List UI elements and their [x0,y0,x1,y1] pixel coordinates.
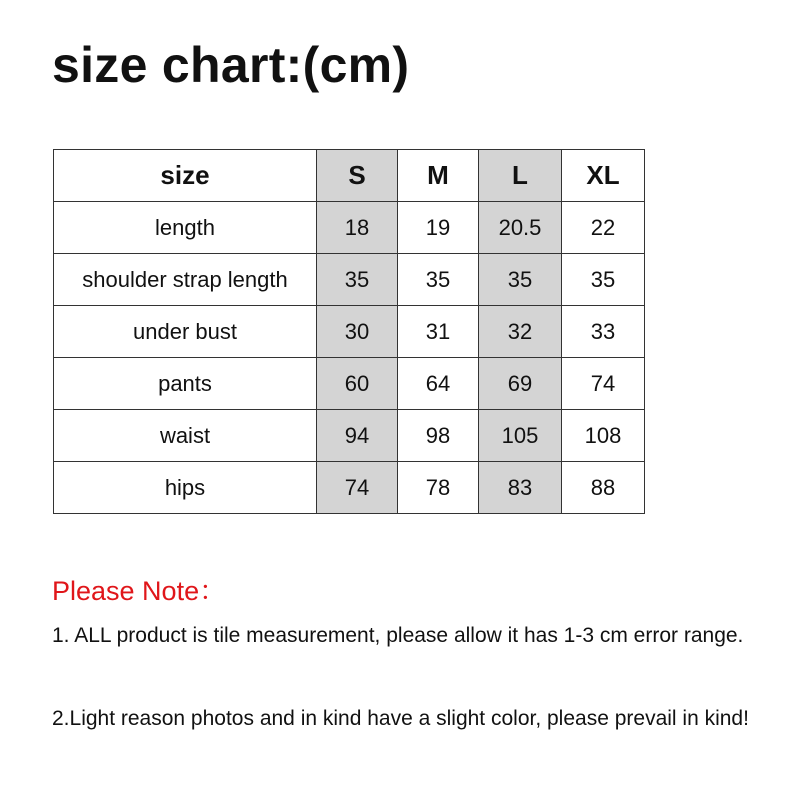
table-row [54,306,645,358]
row-label: shoulder strap length [54,254,317,306]
cell-value: 31 [398,306,479,358]
table-row [54,410,645,462]
cell-value: 19 [398,202,479,254]
cell-value: 98 [398,410,479,462]
cell-value: 105 [479,410,562,462]
cell-value: 35 [562,254,645,306]
cell-value: 20.5 [479,202,562,254]
cell-value: 74 [562,358,645,410]
size-chart-table [53,149,645,514]
cell-value: 35 [317,254,398,306]
cell-value: 60 [317,358,398,410]
size-column-xl: XL [562,150,645,202]
row-label: length [54,202,317,254]
table-row [54,358,645,410]
size-column-s: S [317,150,398,202]
cell-value: 35 [398,254,479,306]
cell-value: 94 [317,410,398,462]
page-title: size chart:(cm) [52,37,410,93]
table-row [54,202,645,254]
row-label: pants [54,358,317,410]
table-header-row [54,150,645,202]
cell-value: 83 [479,462,562,514]
cell-value: 64 [398,358,479,410]
cell-value: 30 [317,306,398,358]
cell-value: 22 [562,202,645,254]
cell-value: 69 [479,358,562,410]
row-label: hips [54,462,317,514]
cell-value: 32 [479,306,562,358]
cell-value: 35 [479,254,562,306]
size-column-l: L [479,150,562,202]
row-label: under bust [54,306,317,358]
table-row [54,254,645,306]
note-title: Please Note： [52,576,227,606]
note-item-2: 2.Light reason photos and in kind have a slight color, please prevail in kind! [52,707,749,730]
cell-value: 78 [398,462,479,514]
row-label: waist [54,410,317,462]
cell-value: 33 [562,306,645,358]
cell-value: 18 [317,202,398,254]
cell-value: 74 [317,462,398,514]
size-column-m: M [398,150,479,202]
cell-value: 88 [562,462,645,514]
note-item-1: 1. ALL product is tile measurement, please allow it has 1-3 cm error range. [52,624,744,647]
table-row [54,462,645,514]
size-header-label: size [54,150,317,202]
cell-value: 108 [562,410,645,462]
